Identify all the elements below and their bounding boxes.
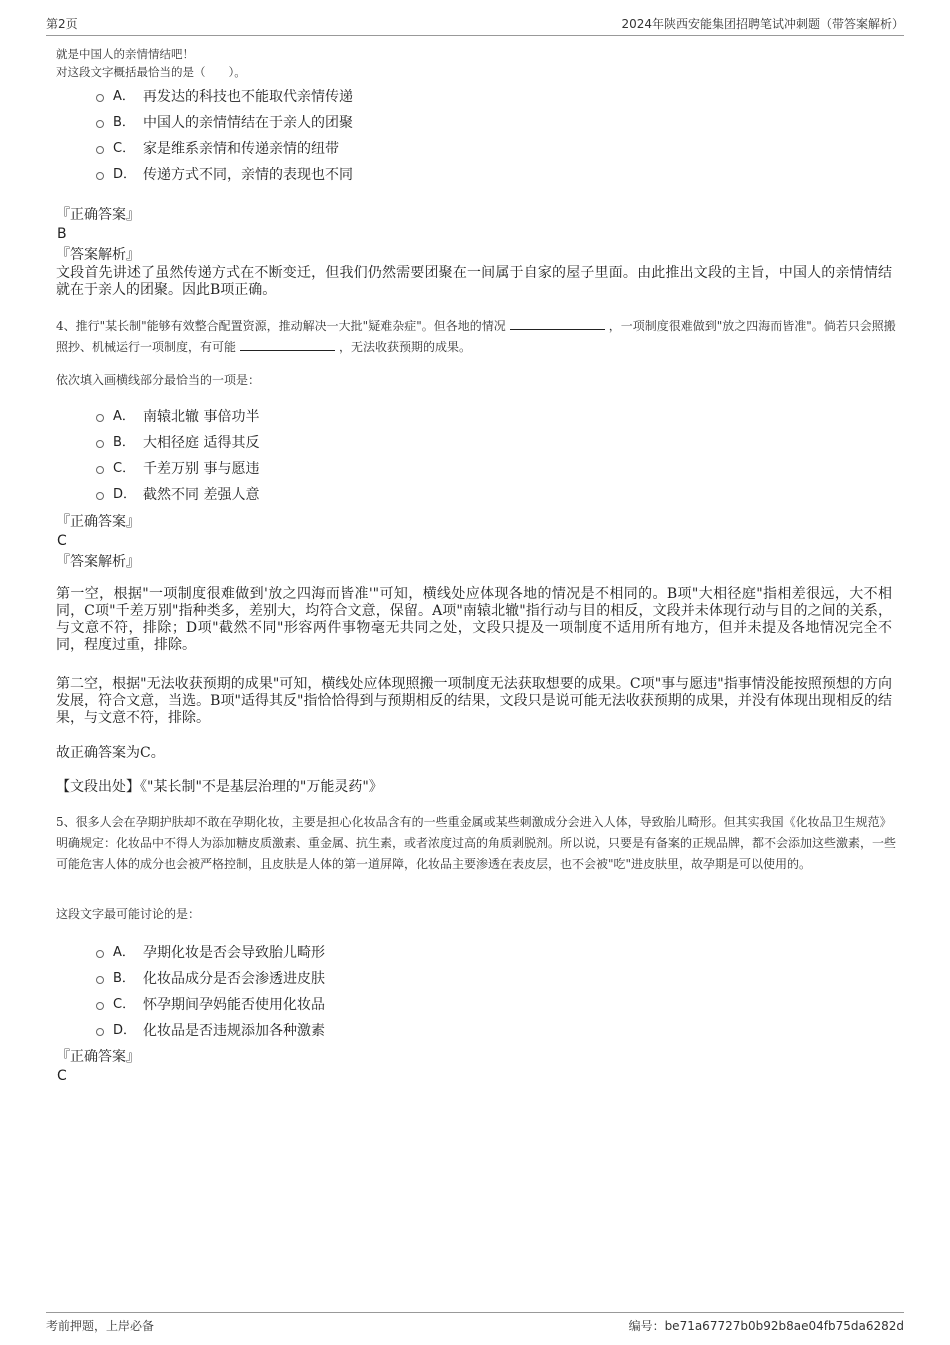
- q5-answer: C: [57, 1068, 67, 1084]
- q4-answer: C: [57, 533, 67, 549]
- radio-icon[interactable]: [96, 94, 104, 102]
- q3-option-c[interactable]: C． 家是维系亲情和传递亲情的纽带: [96, 140, 339, 158]
- page-number: 第2页: [46, 17, 78, 31]
- radio-icon[interactable]: [96, 492, 104, 500]
- radio-icon[interactable]: [96, 414, 104, 422]
- q5-option-d[interactable]: D． 化妆品是否违规添加各种激素: [96, 1022, 325, 1040]
- page-header: [46, 15, 904, 36]
- q5-answer-tag: 『正确答案』: [56, 1049, 140, 1065]
- fill-blank: [510, 317, 605, 330]
- q4-prompt: 依次填入画横线部分最恰当的一项是：: [56, 373, 261, 387]
- q5-prompt: 这段文字最可能讨论的是：: [56, 907, 201, 921]
- q3-prompt: 对这段文字概括最恰当的是（ ）。: [56, 65, 246, 79]
- footer-serial: 编号：be71a67727b0b92b8ae04fb75da6282d: [628, 1319, 904, 1333]
- q5-option-c[interactable]: C． 怀孕期间孕妈能否使用化妆品: [96, 996, 325, 1014]
- q5-text: 5、很多人会在孕期护肤却不敢在孕期化妆，主要是担心化妆品含有的一些重金属或某些刺激成分会进入人体，导致胎儿畸形。但其实我国《化妆品卫生规范》明确规定：化妆品中不得人为添加糖皮质激素、重金属、抗生素，或者浓度过高的角质剥脱剂。所以说，只要是有备案的正规品牌，都不会添加这些激素，一些可能危害人体的成分也会被严格控制，且皮肤是人体的第一道屏障，化妆品主要渗透在表皮层，也不会被"吃"进皮肤里，故孕期是可以使用的。: [56, 815, 897, 871]
- q4-option-a[interactable]: A． 南辕北辙 事倍功半: [96, 408, 259, 426]
- q3-answer-tag: 『正确答案』: [56, 207, 140, 223]
- q3-analysis-tag: 『答案解析』: [56, 247, 140, 263]
- q4-option-d[interactable]: D． 截然不同 差强人意: [96, 486, 259, 504]
- q3-answer: B: [57, 226, 67, 242]
- q4-source: 【文段出处】《"某长制"不是基层治理的"万能灵药"》: [56, 779, 383, 795]
- q4-analysis-3: 故正确答案为C。: [56, 745, 165, 761]
- q3-option-a[interactable]: A． 再发达的科技也不能取代亲情传递: [96, 88, 353, 106]
- q3-analysis: 文段首先讲述了虽然传递方式在不断变迁，但我们仍然需要团聚在一间属于自家的屋子里面。由此推出文段的主旨，中国人的亲情情结就在于亲人的团聚。因此B项正确。: [56, 265, 892, 298]
- radio-icon[interactable]: [96, 440, 104, 448]
- q3-option-d[interactable]: D． 传递方式不同，亲情的表现也不同: [96, 166, 353, 184]
- q4-option-b[interactable]: B． 大相径庭 适得其反: [96, 434, 259, 452]
- q4-answer-tag: 『正确答案』: [56, 514, 140, 530]
- radio-icon[interactable]: [96, 1028, 104, 1036]
- page-footer: [46, 1312, 904, 1334]
- q5-option-b[interactable]: B． 化妆品成分是否会渗透进皮肤: [96, 970, 325, 988]
- q4-option-c[interactable]: C． 千差万别 事与愿违: [96, 460, 259, 478]
- q4-analysis-2: 第二空，根据"无法收获预期的成果"可知，横线处应体现照搬一项制度无法获取想要的成果。C项"事与愿违"指事情没能按照预想的方向发展，符合文意，当选。B项"适得其反"指恰恰得到与预期相反的结果，文段只是说可能无法收获预期的成果，并没有体现出现相反的结果，与文意不符，排除。: [56, 676, 892, 726]
- radio-icon[interactable]: [96, 950, 104, 958]
- footer-slogan: 考前押题，上岸必备: [46, 1319, 155, 1333]
- q4-analysis-tag: 『答案解析』: [56, 554, 140, 570]
- q5-option-a[interactable]: A． 孕期化妆是否会导致胎儿畸形: [96, 944, 325, 962]
- radio-icon[interactable]: [96, 146, 104, 154]
- radio-icon[interactable]: [96, 172, 104, 180]
- q4-text: 4、推行"某长制"能够有效整合配置资源，推动解决一大批"疑难杂症"。但各地的情况 ，一项制度很难做到"放之四海而皆准"。倘若只会照搬照抄、机械运行一项制度，有可能 ，无法收获预期的成果。: [56, 319, 896, 354]
- radio-icon[interactable]: [96, 466, 104, 474]
- fill-blank: [240, 338, 335, 351]
- q3-tail: 就是中国人的亲情情结吧！: [56, 47, 194, 61]
- document-title: 2024年陕西安能集团招聘笔试冲刺题（带答案解析）: [621, 17, 904, 31]
- q3-option-b[interactable]: B． 中国人的亲情情结在于亲人的团聚: [96, 114, 353, 132]
- radio-icon[interactable]: [96, 976, 104, 984]
- radio-icon[interactable]: [96, 1002, 104, 1010]
- radio-icon[interactable]: [96, 120, 104, 128]
- q4-analysis-1: 第一空，根据"一项制度很难做到'放之四海而皆准'"可知，横线处应体现各地的情况是不相同的。B项"大相径庭"指相差很远，大不相同，C项"千差万别"指种类多，差别大，均符合文意，保留。A项"南辕北辙"指行动与目的相反，文段并未体现行动与目的之间的关系，与文意不符，排除；D项"截然不同"形容两件事物毫无共同之处，文段只提及一项制度不适用所有地方，但并未提及各地情况完全不同，程度过重，排除。: [56, 586, 892, 653]
